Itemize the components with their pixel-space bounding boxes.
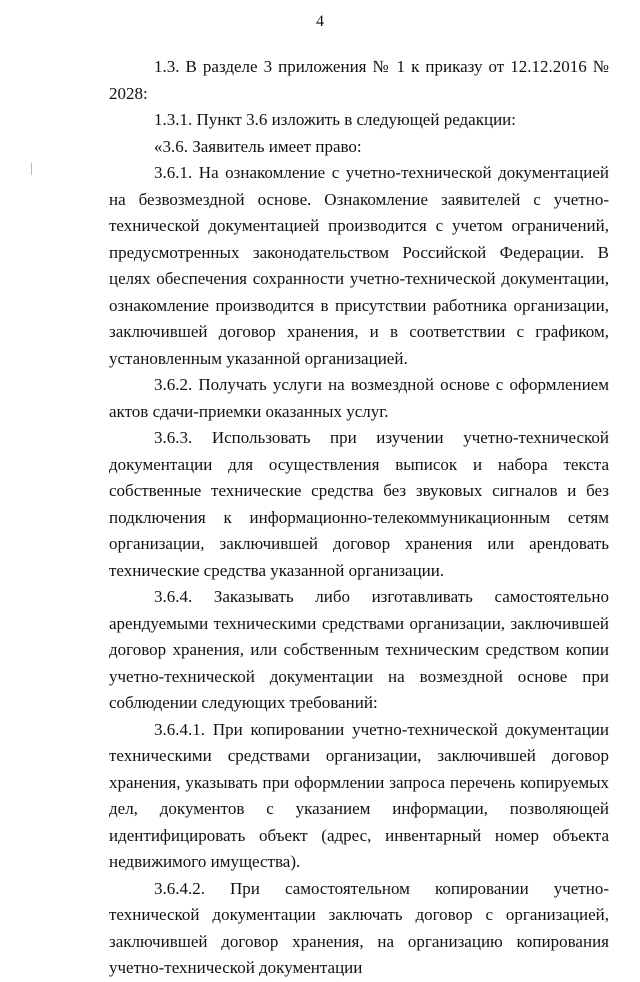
- paragraph-3-6-4-1: 3.6.4.1. При копировании учетно-технической документации техническими средствами организации, заключившей договор хранения, указывать при оформлении запроса перечень копируемых дел, документов с указанием информации, позволяющей идентифицировать объект (адрес, инвентарный номер объекта недвижимого имущества).: [109, 719, 609, 871]
- paragraph-3-6-2: 3.6.2. Получать услуги на возмездной основе с оформлением актов сдачи-приемки оказанных услуг.: [109, 375, 609, 421]
- paragraph-1-3: 1.3. В разделе 3 приложения № 1 к приказу от 12.12.2016 № 2028:: [109, 57, 609, 103]
- paragraph-3-6-4: 3.6.4. Заказывать либо изготавливать самостоятельно арендуемыми техническими средствами организации, заключившей договор хранения, или собственным техническим средством копии учетно-технической документации на возмездной основе при соблюдении следующих требований:: [109, 587, 609, 712]
- paragraph-3-6: «3.6. Заявитель имеет право:: [154, 136, 362, 156]
- page-number: 4: [316, 13, 324, 30]
- paragraph-3-6-1: 3.6.1. На ознакомление с учетно-технической документацией на безвозмездной основе. Ознакомление заявителей с учетно-технической документацией производится с учетом ограничений, предусмотренных законодательством Российской Федерации. В целях обеспечения сохранности учетно-технической документации, ознакомление производится в присутствии работника организации, заключившей договор хранения, и в соответствии с графиком, установленным указанной организацией.: [109, 163, 609, 368]
- margin-mark: [31, 163, 32, 175]
- paragraph-3-6-4-2: 3.6.4.2. При самостоятельном копировании учетно-технической документации заключать договор с организацией, заключившей договор хранения, на организацию копирования учетно-технической документации: [109, 878, 609, 977]
- paragraph-3-6-3: 3.6.3. Использовать при изучении учетно-технической документации для осуществления выписок и набора текста собственные технические средства без звуковых сигналов и без подключения к информационно-телекоммуникационным сетям организации, заключившей договор хранения или арендовать технические средства указанной организации.: [109, 428, 609, 580]
- paragraph-1-3-1: 1.3.1. Пункт 3.6 изложить в следующей редакции:: [154, 110, 516, 129]
- document-body: [109, 54, 609, 982]
